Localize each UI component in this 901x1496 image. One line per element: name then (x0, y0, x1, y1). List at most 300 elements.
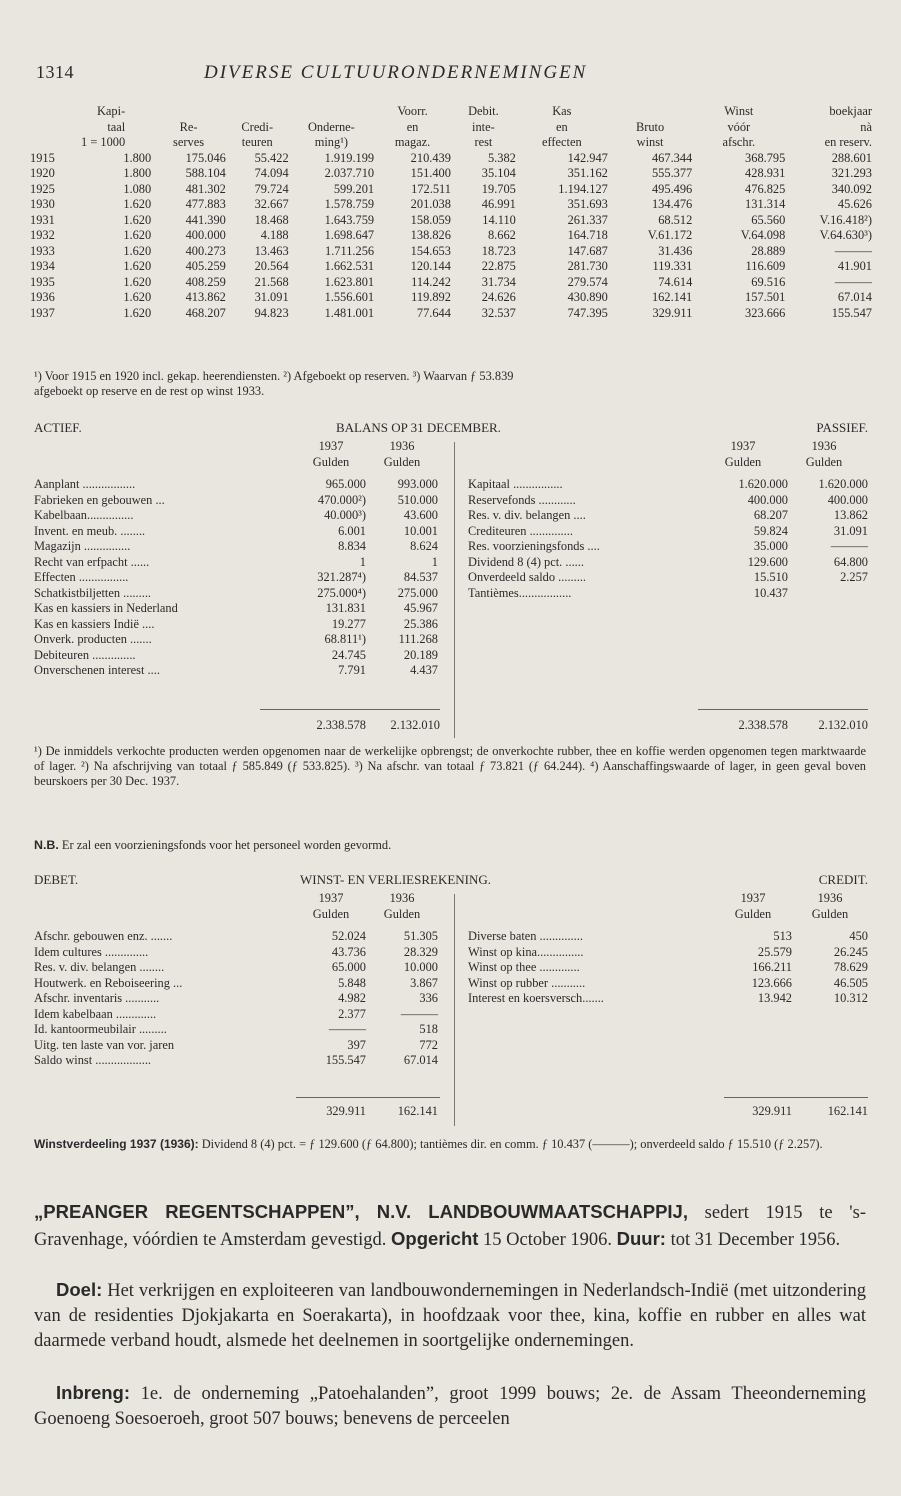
nb-note (34, 838, 866, 853)
value-cell: 35.104 (481, 166, 516, 180)
stats-column-header: Winst (724, 104, 754, 118)
ledger-amount: 400.000 (747, 492, 788, 507)
value-cell: 210.439 (410, 150, 451, 165)
ledger-amount: 510.000 (397, 492, 438, 507)
value-cell: 22.875 (481, 259, 516, 273)
value-cell: 94.823 (254, 305, 289, 320)
stats-column-header: boekjaar (829, 104, 872, 118)
value-cell: 151.400 (410, 166, 451, 180)
year-cell: 1931 (30, 212, 55, 227)
value-cell: 1.623.801 (324, 274, 375, 289)
profit-loss-account (34, 872, 868, 1124)
ledger-amount: 65.000 (331, 960, 366, 974)
value-cell: 1.711.256 (325, 243, 375, 258)
ledger-label: Crediteuren .............. (468, 523, 573, 538)
value-cell: 31.091 (254, 290, 289, 304)
stats-column-header: Bruto (635, 119, 665, 134)
value-cell: 430.890 (567, 290, 608, 304)
ledger-amount: 52.024 (331, 929, 366, 943)
credit-table (468, 929, 868, 1007)
ledger-amount: 19.277 (331, 616, 366, 631)
value-cell: 400.000 (185, 228, 226, 242)
debet-unit-1937: Gulden (312, 906, 350, 921)
ledger-row (468, 976, 868, 992)
ledger-amount: 28.329 (403, 944, 438, 959)
ledger-label: Saldo winst .................. (34, 1053, 152, 1067)
statistics-table (30, 104, 872, 321)
value-cell: 172.511 (411, 181, 451, 196)
value-cell: 4.188 (260, 228, 289, 242)
stats-column-header: serves (173, 135, 205, 149)
credit-total-rule (724, 1097, 868, 1098)
ledger-amount: 123.666 (751, 975, 792, 990)
ledger-amount: 450 (849, 929, 868, 943)
actief-year-header (296, 439, 438, 470)
value-cell: 476.825 (745, 181, 786, 196)
debet-year-header (296, 891, 438, 922)
ledger-amount: 31.091 (833, 523, 868, 538)
stats-header-row (30, 120, 872, 136)
value-cell: 1.080 (123, 181, 152, 196)
company-name: „PREANGER REGENTSCHAPPEN”, N.V. LANDBOUWMAATSCHAPPIJ, (34, 1201, 688, 1222)
stats-column-header: Credi- (241, 119, 274, 134)
actief-table (34, 477, 438, 679)
value-cell: 1.620 (123, 212, 152, 227)
ledger-row (34, 1007, 438, 1023)
actief-year-1936: 1936 (389, 439, 415, 453)
ledger-amount: 470.000²) (317, 492, 366, 507)
ledger-row (34, 555, 438, 571)
stats-column-header (289, 104, 374, 120)
passief-year-1936: 1936 (811, 439, 837, 453)
profit-loss-title: WINST- EN VERLIESREKENING. (300, 872, 492, 887)
credit-year-1936: 1936 (817, 891, 843, 905)
table-row (30, 228, 872, 244)
value-cell: 1.578.759 (324, 197, 375, 211)
ledger-row (34, 991, 438, 1007)
value-cell: 1.481.001 (324, 305, 375, 320)
year-cell: 1932 (30, 228, 55, 242)
ledger-label: Onverschenen interest .... (34, 663, 160, 677)
value-cell: 1.662.531 (324, 259, 375, 273)
passief-year-header (702, 439, 864, 470)
year-cell: 1934 (30, 259, 55, 273)
value-cell: 400.273 (185, 243, 226, 258)
table-row (30, 290, 872, 306)
value-cell: 119.892 (411, 290, 451, 304)
ledger-label: Debiteuren .............. (34, 647, 136, 662)
doel-text: Het verkrijgen en exploiteeren van landbouwondernemingen in Nederlandsch-Indië (met uitzondering van de residenties Djokjakarta en Soerakarta), in hoofdzaak voor thee, kina, koffie en rubber en alles wat daarmede verband houdt, alsmede het deelnemen in soortgelijke ondernemingen. (34, 1281, 866, 1351)
value-cell: 142.947 (567, 150, 608, 165)
table-row (30, 259, 872, 275)
value-cell: 164.718 (567, 228, 608, 242)
table-row (30, 306, 872, 322)
balance-divider (454, 442, 455, 738)
value-cell: 31.734 (481, 274, 516, 289)
value-cell: 65.560 (751, 212, 786, 227)
year-cell: 1915 (30, 150, 55, 165)
table-footnote-line1: ¹) Voor 1915 en 1920 incl. gekap. heerendiensten. ²) Afgeboekt op reserven. ³) Waarvan ƒ 53.839 (34, 369, 514, 383)
value-cell: 114.242 (411, 274, 451, 289)
ledger-amount: 4.437 (410, 663, 438, 677)
value-cell: 8.662 (487, 228, 516, 242)
ledger-amount: 275.000⁴) (317, 585, 366, 600)
value-cell: 1.620 (123, 305, 152, 320)
actief-unit-1937: Gulden (312, 454, 350, 469)
year-cell: 1930 (30, 197, 55, 211)
value-cell: V.16.418²) (819, 212, 872, 227)
ledger-amount: 84.537 (403, 570, 438, 584)
ledger-amount: 4.982 (338, 991, 366, 1005)
ledger-label: Kas en kassiers in Nederland (34, 601, 178, 615)
debet-totals (296, 1104, 438, 1120)
value-cell: 1.800 (123, 150, 152, 165)
actief-total-rule (260, 709, 440, 710)
value-cell: 147.687 (567, 243, 608, 258)
debet-total-1937: 329.911 (326, 1104, 366, 1118)
ledger-amount: 397 (347, 1037, 366, 1052)
ledger-amount: 772 (419, 1037, 438, 1052)
ledger-label: Winst op rubber ........... (468, 975, 586, 990)
ledger-label: Res. v. div. belangen .... (468, 508, 586, 522)
ledger-label: Interest en koersversch....... (468, 991, 604, 1005)
table-row (30, 182, 872, 198)
company-inbreng (34, 1380, 866, 1432)
ledger-row (468, 524, 868, 540)
ledger-label: Onverk. producten ....... (34, 632, 152, 646)
value-cell: 481.302 (185, 181, 226, 196)
debet-table (34, 929, 438, 1069)
stats-column-header: nà (860, 119, 872, 134)
ledger-amount: 10.001 (403, 523, 438, 538)
ledger-amount: 993.000 (397, 477, 438, 491)
value-cell: 405.259 (185, 259, 226, 273)
ledger-row (468, 960, 868, 976)
ledger-amount: 3.867 (410, 975, 438, 990)
value-cell: 281.730 (567, 259, 608, 273)
ledger-row (34, 477, 438, 493)
value-cell: 28.889 (751, 243, 786, 258)
year-cell: 1936 (30, 290, 55, 304)
value-cell: 157.501 (745, 290, 786, 304)
ledger-row (34, 601, 438, 617)
credit-year-1937: 1937 (740, 891, 766, 905)
ledger-row (468, 945, 868, 961)
nb-text: Er zal een voorzieningsfonds voor het personeel worden gevormd. (61, 838, 392, 852)
stats-column-header: ming¹) (314, 135, 349, 149)
ledger-label: Schatkistbiljetten ......... (34, 585, 152, 600)
value-cell: 1.698.647 (324, 228, 375, 242)
duur-label: Duur: (616, 1228, 666, 1249)
stats-column-header: Re- (179, 119, 198, 134)
ledger-label: Recht van erfpacht ...... (34, 554, 150, 569)
value-cell: 158.059 (410, 212, 451, 227)
ledger-row (34, 1022, 438, 1038)
company-intro (34, 1199, 866, 1253)
ledger-row (34, 524, 438, 540)
stats-column-header: vóór (727, 119, 751, 134)
ledger-row (34, 508, 438, 524)
ledger-amount: 43.600 (403, 508, 438, 522)
value-cell: 1.620 (123, 274, 152, 289)
year-cell: 1925 (30, 181, 55, 196)
stats-column-header (151, 104, 226, 120)
credit-heading: CREDIT. (818, 872, 868, 887)
table-row (30, 197, 872, 213)
stats-column-header: en (556, 119, 568, 134)
value-cell: 18.468 (254, 212, 289, 227)
ledger-row (468, 570, 868, 586)
profit-distribution-label: Winstverdeeling 1937 (1936): (34, 1137, 199, 1151)
ledger-label: Uitg. ten laste van vor. jaren (34, 1037, 175, 1052)
actief-totals (260, 718, 440, 734)
passief-year-1937: 1937 (730, 439, 756, 453)
value-cell: 13.463 (254, 243, 289, 258)
value-cell: 279.574 (567, 274, 608, 289)
balance-sheet (34, 420, 868, 740)
value-cell: 2.037.710 (324, 166, 375, 180)
company-seat: sedert 1915 te 's-Gravenhage, vóórdien te Amsterdam gevestigd. (34, 1203, 866, 1250)
balance-footnote: ¹) De inmiddels verkochte producten werden opgenomen naar de werkelijke opbrengst; de onverkochte rubber, thee en koffie werden opgenomen tegen marktwaarde of lager. ²) Na afschrijving van totaal ƒ 585.849 (ƒ 533.825). ³) Na afschr. van totaal ƒ 73.821 (ƒ 64.244). ⁴) Aanschaffingswaarde of lager, in geen geval boven beurskoers per 30 Dec. 1937. (34, 744, 866, 788)
ledger-row (34, 1038, 438, 1054)
stats-column-header: afschr. (722, 135, 756, 149)
value-cell: 32.667 (254, 197, 289, 211)
debet-total-rule (296, 1097, 440, 1098)
ledger-amount: 59.824 (753, 523, 788, 538)
value-cell: 138.826 (410, 228, 451, 242)
ledger-amount: 46.505 (833, 975, 868, 990)
value-cell: 1.643.759 (324, 212, 375, 227)
company-doel (34, 1277, 866, 1354)
ledger-amount: 155.547 (325, 1053, 366, 1067)
ledger-row (34, 945, 438, 961)
value-cell: 408.259 (185, 274, 226, 289)
value-cell: 19.705 (481, 181, 516, 196)
value-cell: V.64.630³) (819, 228, 872, 242)
ledger-amount: 67.014 (403, 1053, 438, 1067)
value-cell: 1.620 (123, 228, 152, 242)
credit-unit-1937: Gulden (734, 906, 772, 921)
debet-heading: DEBET. (34, 872, 79, 887)
ledger-amount: 336 (419, 991, 438, 1005)
ledger-amount: ——— (400, 1006, 438, 1021)
ledger-amount: 111.268 (398, 632, 438, 646)
value-cell: 1.620 (123, 197, 152, 211)
ledger-label: Tantièmes................. (468, 585, 572, 600)
ledger-amount: 8.834 (338, 539, 366, 553)
ledger-amount (788, 586, 868, 602)
ledger-amount: 1.620.000 (738, 477, 788, 491)
ledger-amount: 13.862 (833, 508, 868, 522)
balance-title: BALANS OP 31 DECEMBER. (336, 420, 501, 435)
value-cell: ——— (834, 243, 872, 258)
value-cell: 1.800 (123, 166, 152, 180)
ledger-row (34, 570, 438, 586)
passief-totals (698, 718, 868, 734)
value-cell: 31.436 (658, 243, 693, 258)
ledger-row (34, 976, 438, 992)
credit-totals (714, 1104, 868, 1120)
ledger-label: Kas en kassiers Indië .... (34, 616, 155, 631)
value-cell: 119.331 (652, 259, 693, 273)
ledger-amount: 10.000 (403, 960, 438, 974)
stats-column-header: inte- (472, 119, 495, 134)
value-cell: 162.141 (651, 290, 693, 304)
value-cell: 555.377 (651, 166, 693, 180)
ledger-label: Diverse baten .............. (468, 929, 583, 943)
table-footnote (34, 369, 866, 399)
stats-column-header: rest (474, 135, 493, 149)
stats-column-header (226, 104, 289, 120)
ledger-row (34, 617, 438, 633)
value-cell: 1.194.127 (558, 181, 608, 196)
passief-total-1937: 2.338.578 (738, 718, 788, 732)
value-cell: 588.104 (185, 166, 226, 180)
ledger-label: Afschr. inventaris ........... (34, 991, 160, 1005)
ledger-amount: 2.377 (338, 1006, 366, 1021)
debet-unit-1936: Gulden (383, 906, 421, 921)
ledger-amount: 68.811¹) (324, 632, 366, 646)
statistics-table-block (30, 104, 872, 321)
ledger-label: Reservefonds ............ (468, 492, 576, 507)
actief-unit-1936: Gulden (383, 454, 421, 469)
table-row (30, 213, 872, 229)
value-cell: 368.795 (745, 150, 786, 165)
value-cell: V.61.172 (647, 228, 693, 242)
ledger-amount: 131.831 (325, 601, 366, 615)
ledger-label: Onverdeeld saldo ......... (468, 570, 587, 584)
inbreng-text: 1e. de onderneming „Patoehalanden”, groot 1999 bouws; 2e. de Assam Theeonderneming Goenoeng Soesoeroeh, groot 507 bouws; benevens de perceelen (34, 1384, 866, 1429)
ledger-row (468, 493, 868, 509)
ledger-amount: 68.207 (753, 508, 788, 522)
ledger-amount: 400.000 (827, 492, 868, 507)
value-cell: 201.038 (410, 197, 451, 211)
ledger-amount: 321.287⁴) (317, 570, 366, 584)
ledger-label: Kapitaal ................ (468, 477, 563, 491)
ledger-amount: 43.736 (331, 944, 366, 959)
value-cell: 69.516 (751, 274, 786, 289)
ledger-amount: 64.800 (833, 554, 868, 569)
value-cell: 79.724 (254, 181, 289, 196)
credit-unit-1936: Gulden (811, 906, 849, 921)
value-cell: 1.556.601 (324, 290, 375, 304)
value-cell: 46.991 (481, 197, 516, 211)
nb-label: N.B. (34, 838, 59, 852)
ledger-amount: 45.967 (403, 601, 438, 615)
value-cell: 599.201 (333, 181, 375, 196)
passief-unit-1936: Gulden (805, 454, 843, 469)
stats-column-header: effecten (542, 135, 582, 149)
credit-total-1937: 329.911 (752, 1104, 792, 1118)
table-row (30, 275, 872, 291)
ledger-amount: 20.189 (403, 647, 438, 662)
running-title: DIVERSE CULTUURONDERNEMINGEN (204, 62, 588, 83)
actief-total-1937: 2.338.578 (316, 718, 366, 732)
ledger-label: Houtwerk. en Reboiseering ... (34, 975, 183, 990)
stats-column-header: Debit. (468, 104, 499, 118)
ledger-row (34, 929, 438, 945)
value-cell: 20.564 (254, 259, 289, 273)
table-row (30, 244, 872, 260)
value-cell: 1.620 (123, 259, 152, 273)
value-cell: 351.162 (567, 166, 608, 180)
value-cell: 74.614 (658, 274, 693, 289)
stats-column-header: teuren (241, 135, 273, 149)
value-cell: 41.901 (837, 259, 872, 273)
value-cell: 154.653 (410, 243, 451, 258)
ledger-amount: 51.305 (403, 929, 438, 943)
value-cell: 1.919.199 (324, 150, 375, 165)
ledger-label: Kabelbaan............... (34, 508, 134, 522)
stats-header-row (30, 135, 872, 151)
value-cell: 74.094 (254, 166, 289, 180)
value-cell: 120.144 (410, 259, 451, 273)
ledger-amount: 8.624 (410, 539, 438, 553)
stats-header-row (30, 104, 872, 120)
stats-column-header: winst (636, 135, 664, 149)
doel-label: Doel: (56, 1279, 103, 1300)
value-cell: 18.723 (481, 243, 516, 258)
ledger-row (34, 663, 438, 679)
profit-distribution (34, 1137, 866, 1152)
ledger-row (34, 1053, 438, 1069)
stats-column-header: magaz. (394, 135, 431, 149)
ledger-row (34, 493, 438, 509)
value-cell: 68.512 (658, 212, 693, 227)
debet-year-1936: 1936 (389, 891, 415, 905)
value-cell: 116.609 (745, 259, 786, 273)
stats-column-header: Onderne- (307, 119, 355, 134)
ledger-row (34, 632, 438, 648)
ledger-amount: 10.437 (753, 585, 788, 600)
table-footnote-line2: afgeboekt op reserve en de rest op winst 1933. (34, 384, 265, 398)
ledger-amount: 129.600 (747, 554, 788, 569)
value-cell: 288.601 (831, 150, 872, 165)
ledger-row (34, 960, 438, 976)
ledger-amount: 1.620.000 (818, 477, 868, 491)
value-cell: 24.626 (481, 290, 516, 304)
passief-total-1936: 2.132.010 (818, 718, 868, 732)
ledger-label: Invent. en meub. ........ (34, 523, 146, 538)
value-cell: 351.693 (567, 197, 608, 211)
value-cell: 321.293 (831, 166, 872, 180)
ledger-amount: 275.000 (397, 585, 438, 600)
ledger-amount: 7.791 (338, 663, 366, 677)
duur-text: tot 31 December 1956. (665, 1230, 841, 1250)
value-cell: 323.666 (745, 305, 786, 320)
ledger-label: Res. voorzieningsfonds .... (468, 539, 600, 553)
passief-heading: PASSIEF. (816, 420, 868, 435)
stats-column-header: en reserv. (824, 135, 872, 149)
passief-table (468, 477, 868, 601)
ledger-amount: 166.211 (752, 960, 792, 974)
debet-year-1937: 1937 (318, 891, 344, 905)
ledger-label: Idem cultures .............. (34, 944, 149, 959)
value-cell: 77.644 (416, 305, 451, 320)
table-row (30, 151, 872, 167)
credit-total-1936: 162.141 (827, 1104, 868, 1118)
ledger-amount: 2.257 (840, 570, 868, 584)
passief-unit-1937: Gulden (724, 454, 762, 469)
opgericht-label: Opgericht (391, 1228, 479, 1249)
ledger-amount: 40.000³) (324, 508, 366, 522)
ledger-amount: 1 (359, 554, 366, 569)
ledger-amount: 24.745 (331, 647, 366, 662)
ledger-label: Magazijn ............... (34, 539, 131, 553)
ledger-label: Aanplant ................. (34, 477, 136, 491)
ledger-label: Idem kabelbaan ............. (34, 1006, 157, 1021)
table-row (30, 166, 872, 182)
